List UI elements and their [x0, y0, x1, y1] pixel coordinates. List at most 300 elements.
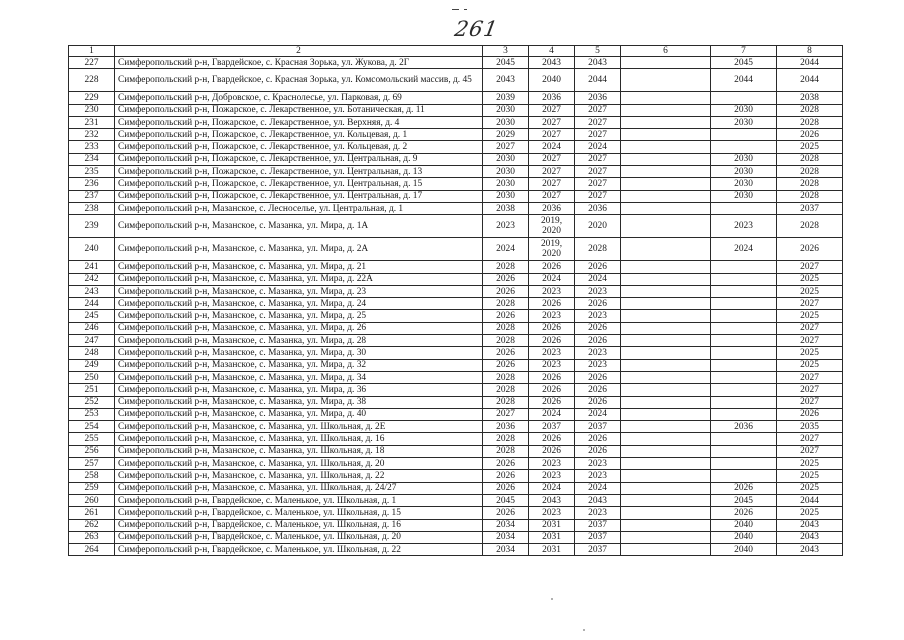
year-cell: 2027	[575, 116, 621, 128]
row-number-cell: 261	[69, 507, 115, 519]
year-cell	[621, 261, 711, 273]
year-cell	[621, 347, 711, 359]
address-cell: Симферопольский р-н, Мазанское, с. Мазанка, ул. Мира, д. 30	[115, 347, 483, 359]
year-cell: 2026	[575, 322, 621, 334]
year-cell: 2043	[529, 494, 575, 506]
row-number-cell: 234	[69, 153, 115, 165]
row-number-cell: 232	[69, 129, 115, 141]
year-cell: 2027	[575, 190, 621, 202]
year-cell: 2027	[529, 116, 575, 128]
row-number-cell: 238	[69, 202, 115, 214]
year-cell	[621, 421, 711, 433]
year-cell: 2026	[529, 445, 575, 457]
row-number-cell: 236	[69, 178, 115, 190]
address-cell: Симферопольский р-н, Пожарское, с. Лекарственное, ул. Кольцевая, д. 1	[115, 129, 483, 141]
address-cell: Симферопольский р-н, Мазанское, с. Мазанка, ул. Мира, д. 25	[115, 310, 483, 322]
address-cell: Симферопольский р-н, Мазанское, с. Мазанка, ул. Мира, д. 23	[115, 285, 483, 297]
year-cell: 2037	[575, 519, 621, 531]
year-cell: 2028	[777, 178, 843, 190]
year-cell: 2036	[575, 202, 621, 214]
year-cell	[621, 238, 711, 261]
year-cell: 2029	[483, 129, 529, 141]
year-cell	[621, 166, 711, 178]
row-number-cell: 258	[69, 470, 115, 482]
year-cell: 2027	[529, 190, 575, 202]
year-cell: 2036	[575, 92, 621, 104]
year-cell	[621, 371, 711, 383]
address-cell: Симферопольский р-н, Пожарское, с. Лекарственное, ул. Центральная, д. 15	[115, 178, 483, 190]
year-cell: 2034	[483, 519, 529, 531]
address-cell: Симферопольский р-н, Мазанское, с. Мазанка, ул. Мира, д. 1А	[115, 215, 483, 238]
scan-speck	[551, 598, 553, 600]
year-cell: 2037	[777, 202, 843, 214]
year-cell: 2030	[483, 166, 529, 178]
year-cell: 2019, 2020	[529, 215, 575, 238]
year-cell: 2036	[711, 421, 777, 433]
year-cell: 2027	[483, 141, 529, 153]
row-number-cell: 244	[69, 298, 115, 310]
year-cell	[711, 433, 777, 445]
year-cell: 2027	[777, 335, 843, 347]
address-cell: Симферопольский р-н, Мазанское, с. Мазанка, ул. Мира, д. 21	[115, 261, 483, 273]
year-cell: 2026	[529, 384, 575, 396]
year-cell	[711, 285, 777, 297]
scan-speck	[583, 629, 585, 631]
year-cell: 2040	[711, 544, 777, 556]
year-cell: 2043	[575, 57, 621, 69]
year-cell: 2043	[529, 57, 575, 69]
table-row	[69, 298, 843, 310]
year-cell: 2025	[777, 470, 843, 482]
year-cell: 2034	[483, 544, 529, 556]
address-cell: Симферопольский р-н, Мазанское, с. Мазанка, ул. Школьная, д. 16	[115, 433, 483, 445]
year-cell: 2027	[777, 433, 843, 445]
year-cell: 2030	[483, 153, 529, 165]
address-cell: Симферопольский р-н, Мазанское, с. Лесноселье, ул. Центральная, д. 1	[115, 202, 483, 214]
year-cell: 2023	[575, 458, 621, 470]
column-header: 1	[69, 46, 115, 57]
address-cell: Симферопольский р-н, Мазанское, с. Мазанка, ул. Мира, д. 40	[115, 408, 483, 420]
year-cell	[621, 335, 711, 347]
year-cell: 2028	[483, 261, 529, 273]
row-number-cell: 229	[69, 92, 115, 104]
address-cell: Симферопольский р-н, Гвардейское, с. Маленькое, ул. Школьная, д. 16	[115, 519, 483, 531]
year-cell: 2026	[777, 129, 843, 141]
year-cell: 2045	[483, 494, 529, 506]
year-cell: 2027	[529, 104, 575, 116]
year-cell: 2036	[529, 92, 575, 104]
year-cell	[621, 445, 711, 457]
year-cell: 2025	[777, 507, 843, 519]
year-cell	[621, 116, 711, 128]
table-row	[69, 408, 843, 420]
year-cell: 2024	[529, 141, 575, 153]
year-cell: 2028	[483, 335, 529, 347]
year-cell: 2023	[575, 507, 621, 519]
year-cell: 2028	[777, 190, 843, 202]
column-header: 7	[711, 46, 777, 57]
year-cell: 2026	[777, 238, 843, 261]
column-header: 5	[575, 46, 621, 57]
row-number-cell: 247	[69, 335, 115, 347]
year-cell: 2026	[529, 396, 575, 408]
year-cell	[621, 190, 711, 202]
year-cell: 2026	[483, 482, 529, 494]
address-cell: Симферопольский р-н, Гвардейское, с. Маленькое, ул. Школьная, д. 1	[115, 494, 483, 506]
year-cell: 2028	[777, 215, 843, 238]
year-cell: 2028	[777, 153, 843, 165]
year-cell: 2038	[483, 202, 529, 214]
year-cell: 2030	[711, 116, 777, 128]
row-number-cell: 257	[69, 458, 115, 470]
year-cell	[621, 322, 711, 334]
year-cell: 2024	[529, 482, 575, 494]
year-cell: 2044	[777, 57, 843, 69]
year-cell	[621, 482, 711, 494]
year-cell	[621, 458, 711, 470]
year-cell: 2024	[575, 408, 621, 420]
row-number-cell: 250	[69, 371, 115, 383]
year-cell: 2023	[529, 359, 575, 371]
year-cell: 2026	[529, 322, 575, 334]
table-row	[69, 178, 843, 190]
year-cell: 2037	[575, 421, 621, 433]
year-cell: 2025	[777, 273, 843, 285]
year-cell: 2031	[529, 544, 575, 556]
year-cell	[621, 310, 711, 322]
year-cell: 2027	[777, 371, 843, 383]
year-cell: 2031	[529, 519, 575, 531]
year-cell: 2025	[777, 359, 843, 371]
year-cell: 2027	[777, 261, 843, 273]
table-row	[69, 421, 843, 433]
year-cell	[711, 347, 777, 359]
year-cell	[621, 92, 711, 104]
table-row	[69, 202, 843, 214]
row-number-cell: 254	[69, 421, 115, 433]
year-cell: 2026	[483, 310, 529, 322]
year-cell: 2027	[575, 153, 621, 165]
address-cell: Симферопольский р-н, Мазанское, с. Мазанка, ул. Мира, д. 32	[115, 359, 483, 371]
year-cell: 2040	[711, 531, 777, 543]
year-cell	[711, 261, 777, 273]
address-cell: Симферопольский р-н, Гвардейское, с. Красная Зорька, ул. Комсомольский массив, д. 45	[115, 69, 483, 92]
year-cell	[621, 57, 711, 69]
year-cell: 2026	[529, 335, 575, 347]
year-cell	[621, 384, 711, 396]
year-cell: 2027	[575, 166, 621, 178]
year-cell: 2043	[483, 69, 529, 92]
row-number-cell: 231	[69, 116, 115, 128]
address-cell: Симферопольский р-н, Мазанское, с. Мазанка, ул. Школьная, д. 20	[115, 458, 483, 470]
year-cell: 2024	[529, 273, 575, 285]
year-cell: 2028	[483, 433, 529, 445]
year-cell: 2026	[575, 396, 621, 408]
column-header: 8	[777, 46, 843, 57]
year-cell: 2026	[483, 359, 529, 371]
year-cell: 2024	[483, 238, 529, 261]
year-cell: 2028	[777, 104, 843, 116]
row-number-cell: 251	[69, 384, 115, 396]
address-cell: Симферопольский р-н, Гвардейское, с. Маленькое, ул. Школьная, д. 22	[115, 544, 483, 556]
table-row	[69, 371, 843, 383]
table-row	[69, 166, 843, 178]
table-row	[69, 273, 843, 285]
row-number-cell: 233	[69, 141, 115, 153]
table-row	[69, 104, 843, 116]
year-cell: 2036	[529, 202, 575, 214]
row-number-cell: 246	[69, 322, 115, 334]
year-cell: 2028	[483, 445, 529, 457]
row-number-cell: 230	[69, 104, 115, 116]
year-cell	[621, 178, 711, 190]
year-cell: 2024	[711, 238, 777, 261]
year-cell: 2026	[711, 482, 777, 494]
year-cell: 2030	[711, 166, 777, 178]
year-cell: 2023	[529, 470, 575, 482]
year-cell: 2024	[529, 408, 575, 420]
year-cell	[621, 298, 711, 310]
year-cell: 2023	[575, 310, 621, 322]
year-cell: 2025	[777, 141, 843, 153]
table-row	[69, 531, 843, 543]
column-number-header-row	[69, 46, 843, 57]
year-cell: 2023	[529, 310, 575, 322]
year-cell: 2043	[575, 494, 621, 506]
address-cell: Симферопольский р-н, Мазанское, с. Мазанка, ул. Мира, д. 38	[115, 396, 483, 408]
table-row	[69, 92, 843, 104]
year-cell	[711, 141, 777, 153]
year-cell	[711, 273, 777, 285]
year-cell	[621, 285, 711, 297]
row-number-cell: 249	[69, 359, 115, 371]
column-header: 6	[621, 46, 711, 57]
year-cell: 2024	[575, 273, 621, 285]
row-number-cell: 263	[69, 531, 115, 543]
address-cell: Симферопольский р-н, Мазанское, с. Мазанка, ул. Мира, д. 2А	[115, 238, 483, 261]
year-cell: 2026	[483, 347, 529, 359]
row-number-cell: 240	[69, 238, 115, 261]
year-cell: 2026	[483, 470, 529, 482]
address-cell: Симферопольский р-н, Мазанское, с. Мазанка, ул. Мира, д. 26	[115, 322, 483, 334]
row-number-cell: 252	[69, 396, 115, 408]
year-cell	[621, 202, 711, 214]
year-cell: 2044	[575, 69, 621, 92]
year-cell: 2036	[483, 421, 529, 433]
handwritten-page-number: 261	[452, 17, 501, 41]
year-cell: 2030	[483, 104, 529, 116]
year-cell: 2023	[575, 359, 621, 371]
year-cell: 2020	[575, 215, 621, 238]
year-cell: 2037	[575, 531, 621, 543]
year-cell: 2023	[575, 285, 621, 297]
year-cell	[711, 408, 777, 420]
housing-register-table	[68, 45, 843, 556]
year-cell	[621, 153, 711, 165]
year-cell: 2023	[529, 285, 575, 297]
table-row	[69, 544, 843, 556]
year-cell	[711, 396, 777, 408]
address-cell: Симферопольский р-н, Пожарское, с. Лекарственное, ул. Центральная, д. 9	[115, 153, 483, 165]
address-cell: Симферопольский р-н, Мазанское, с. Мазанка, ул. Школьная, д. 18	[115, 445, 483, 457]
year-cell	[711, 298, 777, 310]
year-cell: 2023	[529, 347, 575, 359]
year-cell	[621, 69, 711, 92]
year-cell: 2028	[483, 384, 529, 396]
table-row	[69, 507, 843, 519]
row-number-cell: 255	[69, 433, 115, 445]
row-number-cell: 227	[69, 57, 115, 69]
address-cell: Симферопольский р-н, Мазанское, с. Мазанка, ул. Мира, д. 22А	[115, 273, 483, 285]
table-body	[69, 57, 843, 556]
year-cell	[621, 215, 711, 238]
year-cell: 2037	[575, 544, 621, 556]
year-cell: 2027	[777, 322, 843, 334]
table-row	[69, 433, 843, 445]
row-number-cell: 260	[69, 494, 115, 506]
column-header: 3	[483, 46, 529, 57]
year-cell: 2027	[529, 129, 575, 141]
year-cell: 2030	[711, 153, 777, 165]
table-row	[69, 261, 843, 273]
year-cell: 2034	[483, 531, 529, 543]
year-cell: 2031	[529, 531, 575, 543]
year-cell: 2030	[483, 178, 529, 190]
row-number-cell: 262	[69, 519, 115, 531]
row-number-cell: 235	[69, 166, 115, 178]
year-cell: 2026	[575, 445, 621, 457]
address-cell: Симферопольский р-н, Пожарское, с. Лекарственное, ул. Центральная, д. 17	[115, 190, 483, 202]
table-row	[69, 116, 843, 128]
year-cell: 2025	[777, 458, 843, 470]
address-cell: Симферопольский р-н, Мазанское, с. Мазанка, ул. Школьная, д. 2Е	[115, 421, 483, 433]
address-cell: Симферопольский р-н, Гвардейское, с. Маленькое, ул. Школьная, д. 20	[115, 531, 483, 543]
year-cell	[711, 129, 777, 141]
year-cell: 2026	[483, 285, 529, 297]
table-row	[69, 322, 843, 334]
year-cell: 2019, 2020	[529, 238, 575, 261]
year-cell	[711, 470, 777, 482]
year-cell	[711, 384, 777, 396]
year-cell	[711, 322, 777, 334]
table-row	[69, 69, 843, 92]
year-cell: 2027	[777, 396, 843, 408]
year-cell: 2039	[483, 92, 529, 104]
year-cell: 2045	[483, 57, 529, 69]
year-cell: 2027	[575, 178, 621, 190]
year-cell: 2035	[777, 421, 843, 433]
address-cell: Симферопольский р-н, Мазанское, с. Мазанка, ул. Мира, д. 28	[115, 335, 483, 347]
year-cell: 2023	[575, 470, 621, 482]
address-cell: Симферопольский р-н, Гвардейское, с. Красная Зорька, ул. Жукова, д. 2Г	[115, 57, 483, 69]
year-cell: 2023	[711, 215, 777, 238]
address-cell: Симферопольский р-н, Мазанское, с. Мазанка, ул. Мира, д. 24	[115, 298, 483, 310]
year-cell: 2030	[483, 116, 529, 128]
column-header: 4	[529, 46, 575, 57]
year-cell: 2026	[483, 458, 529, 470]
row-number-cell: 228	[69, 69, 115, 92]
year-cell: 2028	[777, 116, 843, 128]
year-cell: 2026	[529, 298, 575, 310]
year-cell: 2023	[529, 507, 575, 519]
table-row	[69, 215, 843, 238]
table-row	[69, 482, 843, 494]
table-row	[69, 190, 843, 202]
row-number-cell: 239	[69, 215, 115, 238]
table-row	[69, 129, 843, 141]
year-cell	[621, 396, 711, 408]
year-cell: 2044	[711, 69, 777, 92]
year-cell	[621, 273, 711, 285]
address-cell: Симферопольский р-н, Пожарское, с. Лекарственное, ул. Ботаническая, д. 11	[115, 104, 483, 116]
table-row	[69, 153, 843, 165]
year-cell: 2043	[777, 519, 843, 531]
year-cell: 2028	[483, 298, 529, 310]
table-row	[69, 519, 843, 531]
year-cell: 2026	[575, 371, 621, 383]
year-cell: 2027	[483, 408, 529, 420]
address-cell: Симферопольский р-н, Гвардейское, с. Маленькое, ул. Школьная, д. 15	[115, 507, 483, 519]
row-number-cell: 243	[69, 285, 115, 297]
year-cell: 2040	[711, 519, 777, 531]
year-cell: 2027	[777, 445, 843, 457]
year-cell	[621, 470, 711, 482]
year-cell: 2045	[711, 57, 777, 69]
table-row	[69, 335, 843, 347]
year-cell: 2026	[575, 335, 621, 347]
table-row	[69, 238, 843, 261]
scan-mark	[452, 9, 459, 10]
address-cell: Симферопольский р-н, Мазанское, с. Мазанка, ул. Мира, д. 34	[115, 371, 483, 383]
year-cell: 2040	[529, 69, 575, 92]
year-cell: 2023	[575, 347, 621, 359]
row-number-cell: 242	[69, 273, 115, 285]
table-row	[69, 396, 843, 408]
year-cell: 2027	[529, 166, 575, 178]
table-row	[69, 141, 843, 153]
year-cell	[621, 104, 711, 116]
year-cell	[621, 494, 711, 506]
year-cell	[621, 507, 711, 519]
column-header: 2	[115, 46, 483, 57]
address-cell: Симферопольский р-н, Пожарское, с. Лекарственное, ул. Кольцевая, д. 2	[115, 141, 483, 153]
row-number-cell: 237	[69, 190, 115, 202]
table-row	[69, 470, 843, 482]
year-cell: 2045	[711, 494, 777, 506]
year-cell: 2030	[711, 104, 777, 116]
year-cell: 2027	[529, 178, 575, 190]
year-cell: 2026	[777, 408, 843, 420]
year-cell: 2028	[483, 396, 529, 408]
year-cell	[711, 92, 777, 104]
year-cell: 2028	[483, 322, 529, 334]
row-number-cell: 264	[69, 544, 115, 556]
table-row	[69, 458, 843, 470]
year-cell: 2026	[483, 273, 529, 285]
year-cell: 2026	[529, 371, 575, 383]
year-cell	[711, 371, 777, 383]
year-cell: 2027	[529, 153, 575, 165]
table-row	[69, 494, 843, 506]
year-cell: 2027	[777, 384, 843, 396]
scan-mark	[464, 9, 467, 10]
year-cell: 2028	[777, 166, 843, 178]
row-number-cell: 248	[69, 347, 115, 359]
year-cell: 2028	[483, 371, 529, 383]
year-cell	[711, 458, 777, 470]
year-cell: 2044	[777, 494, 843, 506]
year-cell: 2026	[575, 433, 621, 445]
